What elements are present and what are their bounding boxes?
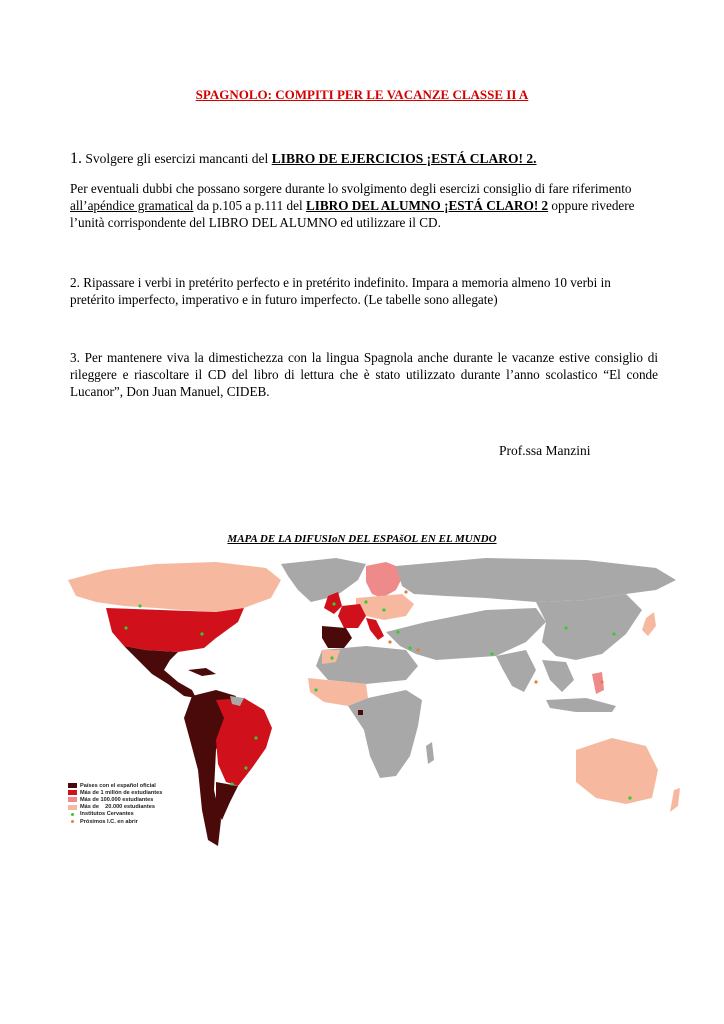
legend-label: Institutos Cervantes — [80, 811, 134, 818]
task-2-line-2: pretérito imperfecto, imperativo e in futuro imperfecto. (Le tabelle sono allegate) — [70, 292, 498, 307]
cervantes-marker — [490, 652, 493, 655]
cervantes-marker — [382, 608, 385, 611]
legend-label: Próximos I.C. en abrir — [80, 818, 138, 825]
note-line-1: Per eventuali dubbi che possano sorgere durante lo svolgimento degli esercizi consiglio di fare riferimento — [70, 181, 632, 196]
cervantes-marker — [612, 632, 615, 635]
legend-item-20k — [68, 804, 173, 811]
cervantes-marker — [230, 782, 233, 785]
south-asia — [496, 650, 536, 692]
legend-label: Más de 1 millón de estudiantes — [80, 789, 163, 796]
note-line-2 — [70, 197, 658, 214]
task-1 — [70, 150, 670, 168]
cervantes-marker — [244, 766, 247, 769]
madagascar — [426, 742, 434, 764]
caribbean — [188, 668, 216, 676]
future-marker — [416, 648, 419, 651]
italy — [366, 618, 384, 640]
cervantes-marker — [364, 600, 367, 603]
task-3: 3. Per mantenere viva la dimestichezza con la lingua Spagnola anche durante le vacanze estive consiglio di rileggere e riascoltare il CD del libro di lettura che è stato utilizzato durante l’anno scolastico “El conde Lucanor”, Don Juan Manuel, CIDEB. — [70, 350, 658, 399]
future-marker — [404, 590, 407, 593]
legend-item-million — [68, 789, 173, 796]
map-title: MAPA DE LA DIFUSIoN DEL ESPAšOL EN EL MUNDO — [227, 533, 497, 545]
cervantes-marker — [396, 630, 399, 633]
indonesia — [546, 698, 616, 712]
legend-swatch — [68, 783, 77, 788]
task-1-text: Svolgere gli esercizi mancanti del — [85, 151, 272, 166]
mexico-central-america — [124, 646, 196, 698]
france — [338, 604, 366, 628]
brazil — [216, 698, 272, 786]
legend-item-official — [68, 782, 173, 789]
future-marker — [534, 680, 537, 683]
legend-label: Más de 20.000 estudiantes — [80, 804, 155, 811]
east-asia — [536, 594, 642, 660]
cervantes-marker — [330, 656, 333, 659]
legend-swatch — [68, 790, 77, 795]
task-1-number: 1. — [70, 150, 82, 167]
legend-item-100k — [68, 796, 173, 803]
task-2-line-1: 2. Ripassare i verbi in pretérito perfecto e in pretérito indefinito. Impara a memoria almeno 10 verbi in — [70, 275, 611, 290]
legend-swatch — [68, 805, 77, 810]
task-2 — [70, 274, 658, 308]
cervantes-marker — [124, 626, 127, 629]
japan — [642, 612, 656, 636]
canada — [68, 562, 281, 612]
future-marker — [388, 640, 391, 643]
legend-item-cervantes — [68, 811, 173, 818]
map-legend — [68, 782, 173, 825]
legend-dot — [71, 820, 74, 823]
appendix-reference: all’apéndice gramatical — [70, 198, 194, 213]
note-line-3: l’unità corrispondente del LIBRO DEL ALUMNO ed utilizzare il CD. — [70, 215, 441, 230]
legend-dot — [71, 813, 74, 816]
cervantes-marker — [564, 626, 567, 629]
task-1-note — [70, 180, 658, 231]
page-title: SPAGNOLO: COMPITI PER LE VACANZE CLASSE II A — [195, 87, 529, 102]
note-line-2-end: oppure rivedere — [548, 198, 635, 213]
new-zealand — [670, 788, 680, 812]
task-1-book: LIBRO DE EJERCICIOS ¡ESTÁ CLARO! 2. — [271, 151, 537, 166]
legend-label: Países con el español oficial — [80, 782, 156, 789]
student-book-title: LIBRO DEL ALUMNO ¡ESTÁ CLARO! 2 — [305, 198, 549, 213]
cervantes-marker — [254, 736, 257, 739]
legend-label: Más de 100.000 estudiantes — [80, 796, 154, 803]
united-states — [106, 608, 244, 652]
cervantes-marker — [628, 796, 631, 799]
central-southern-africa — [348, 690, 422, 778]
page-range: da p.105 a p.111 del — [193, 198, 306, 213]
russia — [396, 558, 676, 602]
cervantes-marker — [408, 646, 411, 649]
cervantes-marker — [314, 688, 317, 691]
future-marker — [600, 680, 603, 683]
legend-item-future — [68, 818, 173, 825]
australia — [576, 738, 658, 804]
southern-cone — [216, 782, 238, 820]
legend-swatch — [68, 797, 77, 802]
equatorial-guinea — [358, 710, 363, 715]
southeast-asia — [542, 660, 574, 692]
spain — [322, 626, 352, 648]
cervantes-marker — [332, 602, 335, 605]
cervantes-marker — [200, 632, 203, 635]
cervantes-marker — [138, 604, 141, 607]
signature: Prof.ssa Manzini — [499, 443, 591, 458]
